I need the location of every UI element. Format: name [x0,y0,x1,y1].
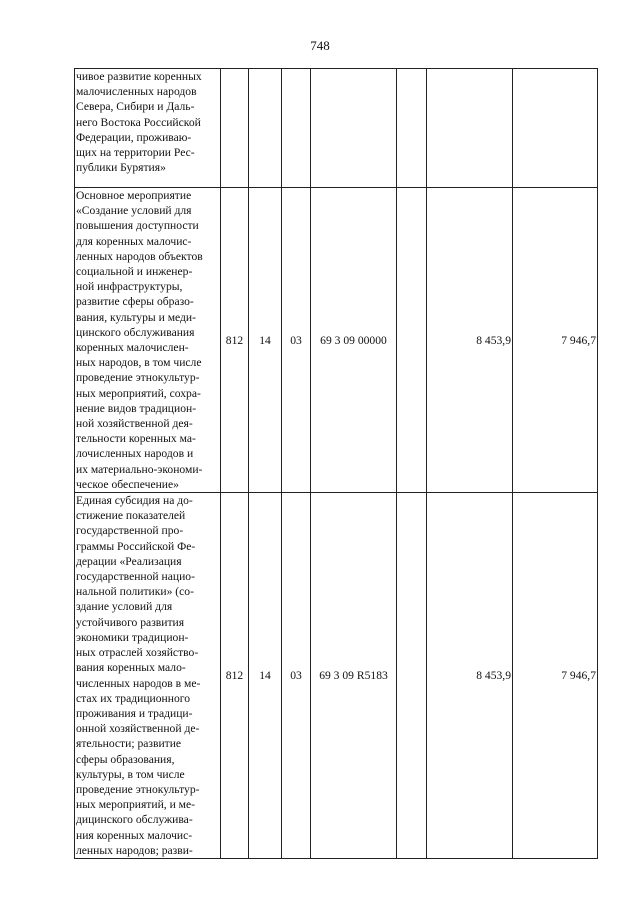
amount-1-cell: 8 453,9 [427,493,513,859]
description-line: ятельности; развитие [76,737,182,751]
description-line: тельности коренных ма- [76,432,196,446]
description-line: коренных малочислен- [76,341,189,355]
description-line: публики Бурятия» [76,161,166,175]
section-cell: 14 [249,188,282,493]
description-line: щих на территории Рес- [76,146,195,160]
description-line: цинского обслуживания [76,325,195,339]
description-line: дерации «Реализация [76,554,182,568]
budget-table-body [75,69,598,859]
description-line: развитие сферы образо- [76,295,194,309]
description-cell [75,188,221,493]
description-line: ленных народов; разви- [76,843,193,857]
description-line: вания, культуры и меди- [76,310,196,324]
description-line: «Создание условий для [76,204,192,218]
grbs-cell [221,69,249,188]
table-row [75,493,598,859]
expense-type-cell [397,188,427,493]
description-line: культуры, в том числе [76,767,185,781]
description-line: проживания и традици- [76,706,193,720]
description-line: Основное мероприятие [76,189,192,202]
description-line: государственной про- [76,524,184,538]
description-line: дицинского обслужива- [76,813,193,827]
description-line: Севера, Сибири и Даль- [76,100,195,114]
description-line: ческое обеспечение» [76,477,179,491]
target-article-cell: 69 3 09 00000 [311,188,397,493]
amount-2-cell [513,69,598,188]
description-line: ленных народов объектов [76,249,203,263]
amount-1-cell [427,69,513,188]
amount-1-cell: 8 453,9 [427,188,513,493]
expense-type-cell [397,493,427,859]
description-line: сферы образования, [76,752,175,766]
section-cell: 14 [249,493,282,859]
description-line: ных отраслей хозяйство- [76,646,199,660]
description-line: вания коренных мало- [76,661,186,675]
target-article-cell: 69 3 09 R5183 [311,493,397,859]
description-cell [75,493,221,859]
description-line: устойчивого развития [76,615,185,629]
description-line: нение видов традицион- [76,401,197,415]
description-line: ных народов, в том числе [76,356,202,370]
description-line: нальной политики» (со- [76,585,194,599]
description-line: малочисленных народов [76,85,197,99]
description-line: социальной и инженер- [76,265,193,279]
description-line: стах их традиционного [76,691,191,705]
description-line: проведение этнокультур- [76,371,200,385]
description-line: него Востока Российской [76,115,201,129]
description-line: их материально-экономи- [76,462,203,476]
description-line: ния коренных малочис- [76,828,193,842]
target-article-cell [311,69,397,188]
grbs-cell: 812 [221,188,249,493]
description-line: лочисленных народов и [76,447,194,461]
subsection-cell: 03 [282,188,311,493]
description-cell [75,69,221,188]
subsection-cell [282,69,311,188]
table-row [75,188,598,493]
description-line: для коренных малочис- [76,234,192,248]
description-line: численных народов в ме- [76,676,201,690]
description-line: онной хозяйственной де- [76,722,200,736]
description-line: ных мероприятий, сохра- [76,386,201,400]
description-line: Федерации, проживаю- [76,130,192,144]
description-line: стижение показателей [76,509,186,523]
description-line: чивое развитие коренных [76,70,202,83]
expense-type-cell [397,69,427,188]
description-line: ных мероприятий, и ме- [76,798,196,812]
budget-table [74,68,598,859]
grbs-cell: 812 [221,493,249,859]
description-line: ной инфраструктуры, [76,280,183,294]
description-line: повышения доступности [76,219,199,233]
description-line: Единая субсидия на до- [76,494,193,508]
description-line: государственной нацио- [76,570,195,584]
table-row [75,69,598,188]
description-line: граммы Российской Фе- [76,539,196,553]
description-line: экономики традицион- [76,630,189,644]
subsection-cell: 03 [282,493,311,859]
description-line: ной хозяйственной дея- [76,417,193,431]
description-line: проведение этнокультур- [76,782,200,796]
section-cell [249,69,282,188]
amount-2-cell: 7 946,7 [513,493,598,859]
amount-2-cell: 7 946,7 [513,188,598,493]
page-number: 748 [310,38,330,53]
description-line: здание условий для [76,600,173,614]
